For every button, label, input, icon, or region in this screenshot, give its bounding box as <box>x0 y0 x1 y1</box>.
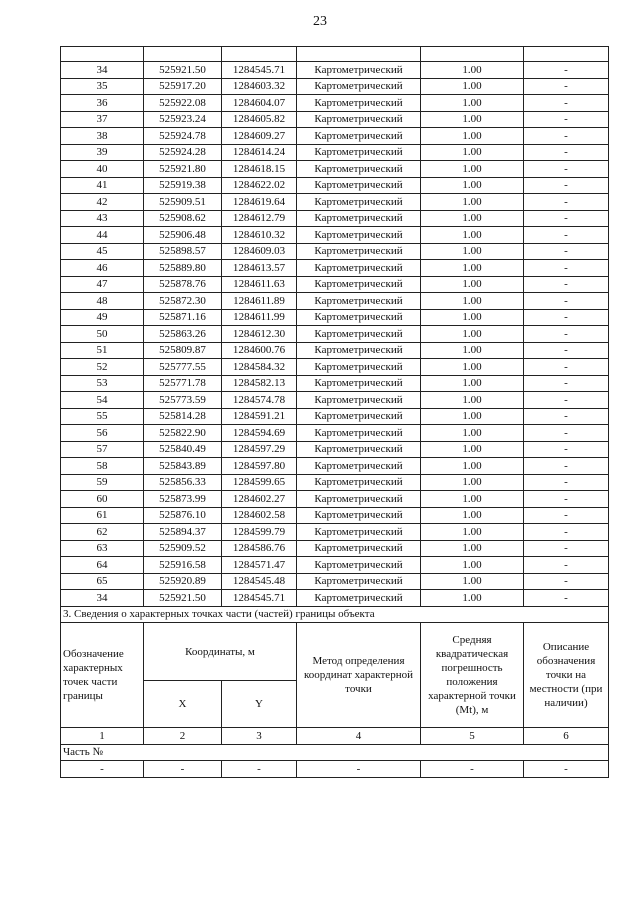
column-number: 2 <box>144 728 222 745</box>
coord-y: 1284618.15 <box>222 161 297 178</box>
coord-y: 1284597.29 <box>222 441 297 458</box>
accuracy: 1.00 <box>421 326 524 343</box>
method: Картометрический <box>297 524 421 541</box>
empty-cell: - <box>524 761 609 778</box>
part-label: Часть № <box>61 744 609 761</box>
accuracy: 1.00 <box>421 111 524 128</box>
description: - <box>524 62 609 79</box>
method: Картометрический <box>297 359 421 376</box>
coord-y: 1284600.76 <box>222 342 297 359</box>
table-row <box>61 524 609 541</box>
blank-cell <box>222 47 297 62</box>
table-row <box>61 425 609 442</box>
blank-cell <box>524 47 609 62</box>
point-number: 59 <box>61 474 144 491</box>
table-row <box>61 161 609 178</box>
coord-x: 525809.87 <box>144 342 222 359</box>
method: Картометрический <box>297 111 421 128</box>
blank-cell <box>61 47 144 62</box>
table-row <box>61 458 609 475</box>
table-row <box>61 491 609 508</box>
point-number: 39 <box>61 144 144 161</box>
method: Картометрический <box>297 293 421 310</box>
coord-y: 1284594.69 <box>222 425 297 442</box>
table-row <box>61 128 609 145</box>
table-row <box>61 392 609 409</box>
table-row <box>61 276 609 293</box>
description: - <box>524 573 609 590</box>
method: Картометрический <box>297 458 421 475</box>
coord-y: 1284604.07 <box>222 95 297 112</box>
point-number: 41 <box>61 177 144 194</box>
table-row <box>61 408 609 425</box>
table-row <box>61 540 609 557</box>
description: - <box>524 474 609 491</box>
description: - <box>524 425 609 442</box>
point-number: 63 <box>61 540 144 557</box>
header-y: Y <box>222 681 297 728</box>
empty-cell: - <box>421 761 524 778</box>
coord-x: 525922.08 <box>144 95 222 112</box>
coord-x: 525873.99 <box>144 491 222 508</box>
accuracy: 1.00 <box>421 342 524 359</box>
table-row <box>61 359 609 376</box>
table-row <box>61 227 609 244</box>
coord-y: 1284610.32 <box>222 227 297 244</box>
accuracy: 1.00 <box>421 557 524 574</box>
accuracy: 1.00 <box>421 62 524 79</box>
method: Картометрический <box>297 425 421 442</box>
description: - <box>524 78 609 95</box>
point-number: 52 <box>61 359 144 376</box>
method: Картометрический <box>297 177 421 194</box>
description: - <box>524 243 609 260</box>
coord-y: 1284545.48 <box>222 573 297 590</box>
coord-x: 525908.62 <box>144 210 222 227</box>
coord-x: 525921.80 <box>144 161 222 178</box>
point-number: 61 <box>61 507 144 524</box>
description: - <box>524 111 609 128</box>
table-row <box>61 326 609 343</box>
point-number: 42 <box>61 194 144 211</box>
points-table-body <box>61 47 609 607</box>
accuracy: 1.00 <box>421 293 524 310</box>
coord-x: 525840.49 <box>144 441 222 458</box>
coord-y: 1284611.89 <box>222 293 297 310</box>
accuracy: 1.00 <box>421 425 524 442</box>
coord-x: 525924.28 <box>144 144 222 161</box>
column-number: 1 <box>61 728 144 745</box>
coord-x: 525898.57 <box>144 243 222 260</box>
coord-x: 525921.50 <box>144 590 222 607</box>
method: Картометрический <box>297 408 421 425</box>
table-row <box>61 573 609 590</box>
table-row <box>61 309 609 326</box>
blank-header-row <box>61 47 609 62</box>
accuracy: 1.00 <box>421 375 524 392</box>
point-number: 44 <box>61 227 144 244</box>
description: - <box>524 342 609 359</box>
coord-x: 525771.78 <box>144 375 222 392</box>
method: Картометрический <box>297 474 421 491</box>
accuracy: 1.00 <box>421 524 524 541</box>
point-number: 37 <box>61 111 144 128</box>
column-number: 3 <box>222 728 297 745</box>
empty-cell: - <box>222 761 297 778</box>
column-number-row <box>61 728 609 745</box>
empty-part-row <box>61 761 609 778</box>
column-number: 5 <box>421 728 524 745</box>
method: Картометрический <box>297 326 421 343</box>
table-row <box>61 474 609 491</box>
coord-y: 1284597.80 <box>222 458 297 475</box>
method: Картометрический <box>297 507 421 524</box>
accuracy: 1.00 <box>421 260 524 277</box>
method: Картометрический <box>297 342 421 359</box>
accuracy: 1.00 <box>421 590 524 607</box>
coord-y: 1284612.30 <box>222 326 297 343</box>
method: Картометрический <box>297 144 421 161</box>
point-number: 64 <box>61 557 144 574</box>
accuracy: 1.00 <box>421 276 524 293</box>
point-number: 43 <box>61 210 144 227</box>
coord-y: 1284584.32 <box>222 359 297 376</box>
coord-y: 1284599.79 <box>222 524 297 541</box>
method: Картометрический <box>297 243 421 260</box>
header-accuracy: Средняя квадратическая погрешность положения характерной точки (Mt), м <box>421 623 524 728</box>
point-number: 36 <box>61 95 144 112</box>
accuracy: 1.00 <box>421 128 524 145</box>
blank-cell <box>144 47 222 62</box>
method: Картометрический <box>297 128 421 145</box>
table-row <box>61 260 609 277</box>
description: - <box>524 524 609 541</box>
coord-x: 525921.50 <box>144 62 222 79</box>
method: Картометрический <box>297 375 421 392</box>
coord-x: 525909.52 <box>144 540 222 557</box>
point-number: 35 <box>61 78 144 95</box>
coord-x: 525917.20 <box>144 78 222 95</box>
description: - <box>524 128 609 145</box>
method: Картометрический <box>297 227 421 244</box>
coord-x: 525814.28 <box>144 408 222 425</box>
coord-x: 525876.10 <box>144 507 222 524</box>
coord-y: 1284599.65 <box>222 474 297 491</box>
coord-x: 525863.26 <box>144 326 222 343</box>
coord-y: 1284586.76 <box>222 540 297 557</box>
method: Картометрический <box>297 573 421 590</box>
point-number: 38 <box>61 128 144 145</box>
coord-x: 525909.51 <box>144 194 222 211</box>
point-number: 46 <box>61 260 144 277</box>
table-row <box>61 62 609 79</box>
accuracy: 1.00 <box>421 507 524 524</box>
description: - <box>524 557 609 574</box>
coord-x: 525916.58 <box>144 557 222 574</box>
coord-x: 525773.59 <box>144 392 222 409</box>
point-number: 49 <box>61 309 144 326</box>
description: - <box>524 507 609 524</box>
point-number: 40 <box>61 161 144 178</box>
description: - <box>524 375 609 392</box>
coord-y: 1284614.24 <box>222 144 297 161</box>
accuracy: 1.00 <box>421 227 524 244</box>
section3-block <box>61 606 609 777</box>
accuracy: 1.00 <box>421 78 524 95</box>
coord-y: 1284574.78 <box>222 392 297 409</box>
description: - <box>524 441 609 458</box>
description: - <box>524 161 609 178</box>
coord-y: 1284545.71 <box>222 62 297 79</box>
method: Картометрический <box>297 590 421 607</box>
description: - <box>524 309 609 326</box>
point-number: 34 <box>61 62 144 79</box>
table-row <box>61 95 609 112</box>
point-number: 54 <box>61 392 144 409</box>
method: Картометрический <box>297 210 421 227</box>
empty-cell: - <box>61 761 144 778</box>
description: - <box>524 227 609 244</box>
header-x: X <box>144 681 222 728</box>
coord-y: 1284602.58 <box>222 507 297 524</box>
accuracy: 1.00 <box>421 392 524 409</box>
method: Картометрический <box>297 309 421 326</box>
header-method: Метод определения координат характерной точки <box>297 623 421 728</box>
accuracy: 1.00 <box>421 210 524 227</box>
coord-x: 525878.76 <box>144 276 222 293</box>
method: Картометрический <box>297 491 421 508</box>
coord-y: 1284612.79 <box>222 210 297 227</box>
coord-x: 525924.78 <box>144 128 222 145</box>
coord-x: 525920.89 <box>144 573 222 590</box>
point-number: 56 <box>61 425 144 442</box>
description: - <box>524 491 609 508</box>
header-coordinates: Координаты, м <box>144 623 297 681</box>
coord-x: 525894.37 <box>144 524 222 541</box>
table-row <box>61 194 609 211</box>
point-number: 48 <box>61 293 144 310</box>
table-row <box>61 144 609 161</box>
coord-y: 1284609.03 <box>222 243 297 260</box>
point-number: 53 <box>61 375 144 392</box>
coord-y: 1284545.71 <box>222 590 297 607</box>
page-number: 23 <box>313 14 327 29</box>
boundary-points-table <box>60 46 609 778</box>
description: - <box>524 590 609 607</box>
part-label-row <box>61 744 609 761</box>
point-number: 51 <box>61 342 144 359</box>
accuracy: 1.00 <box>421 177 524 194</box>
method: Картометрический <box>297 392 421 409</box>
table-row <box>61 293 609 310</box>
coord-y: 1284622.02 <box>222 177 297 194</box>
coord-y: 1284591.21 <box>222 408 297 425</box>
accuracy: 1.00 <box>421 243 524 260</box>
point-number: 47 <box>61 276 144 293</box>
accuracy: 1.00 <box>421 540 524 557</box>
point-number: 57 <box>61 441 144 458</box>
empty-cell: - <box>144 761 222 778</box>
description: - <box>524 260 609 277</box>
method: Картометрический <box>297 276 421 293</box>
accuracy: 1.00 <box>421 194 524 211</box>
description: - <box>524 144 609 161</box>
table-row <box>61 375 609 392</box>
accuracy: 1.00 <box>421 441 524 458</box>
accuracy: 1.00 <box>421 144 524 161</box>
point-number: 60 <box>61 491 144 508</box>
table-row <box>61 441 609 458</box>
table-row <box>61 243 609 260</box>
description: - <box>524 177 609 194</box>
point-number: 58 <box>61 458 144 475</box>
table-row <box>61 342 609 359</box>
point-number: 50 <box>61 326 144 343</box>
point-number: 45 <box>61 243 144 260</box>
method: Картометрический <box>297 540 421 557</box>
blank-cell <box>421 47 524 62</box>
accuracy: 1.00 <box>421 359 524 376</box>
coord-y: 1284602.27 <box>222 491 297 508</box>
coord-y: 1284582.13 <box>222 375 297 392</box>
description: - <box>524 540 609 557</box>
header-designation: Обозначение характерных точек части границы <box>61 623 144 728</box>
coord-x: 525777.55 <box>144 359 222 376</box>
table-row <box>61 557 609 574</box>
description: - <box>524 326 609 343</box>
coord-y: 1284609.27 <box>222 128 297 145</box>
description: - <box>524 392 609 409</box>
table-row <box>61 111 609 128</box>
column-number: 4 <box>297 728 421 745</box>
accuracy: 1.00 <box>421 309 524 326</box>
description: - <box>524 408 609 425</box>
method: Картометрический <box>297 161 421 178</box>
accuracy: 1.00 <box>421 458 524 475</box>
empty-cell: - <box>297 761 421 778</box>
method: Картометрический <box>297 95 421 112</box>
description: - <box>524 359 609 376</box>
table-row <box>61 177 609 194</box>
accuracy: 1.00 <box>421 573 524 590</box>
description: - <box>524 95 609 112</box>
point-number: 65 <box>61 573 144 590</box>
accuracy: 1.00 <box>421 161 524 178</box>
coord-x: 525822.90 <box>144 425 222 442</box>
description: - <box>524 458 609 475</box>
coord-x: 525843.89 <box>144 458 222 475</box>
description: - <box>524 276 609 293</box>
coord-x: 525872.30 <box>144 293 222 310</box>
accuracy: 1.00 <box>421 491 524 508</box>
blank-cell <box>297 47 421 62</box>
column-number: 6 <box>524 728 609 745</box>
method: Картометрический <box>297 441 421 458</box>
coord-y: 1284611.63 <box>222 276 297 293</box>
header-description: Описание обозначения точки на местности (при наличии) <box>524 623 609 728</box>
section3-title-row <box>61 606 609 623</box>
description: - <box>524 194 609 211</box>
method: Картометрический <box>297 260 421 277</box>
description: - <box>524 210 609 227</box>
point-number: 55 <box>61 408 144 425</box>
method: Картометрический <box>297 194 421 211</box>
point-number: 34 <box>61 590 144 607</box>
coord-y: 1284611.99 <box>222 309 297 326</box>
table-row <box>61 210 609 227</box>
coord-y: 1284619.64 <box>222 194 297 211</box>
description: - <box>524 293 609 310</box>
accuracy: 1.00 <box>421 408 524 425</box>
table-row <box>61 590 609 607</box>
accuracy: 1.00 <box>421 474 524 491</box>
table-row <box>61 78 609 95</box>
coord-y: 1284571.47 <box>222 557 297 574</box>
coord-y: 1284603.32 <box>222 78 297 95</box>
method: Картометрический <box>297 78 421 95</box>
coord-x: 525923.24 <box>144 111 222 128</box>
coord-x: 525919.38 <box>144 177 222 194</box>
coord-y: 1284613.57 <box>222 260 297 277</box>
section3-title: 3. Сведения о характерных точках части (частей) границы объекта <box>61 606 609 623</box>
accuracy: 1.00 <box>421 95 524 112</box>
method: Картометрический <box>297 557 421 574</box>
table-row <box>61 507 609 524</box>
method: Картометрический <box>297 62 421 79</box>
coord-x: 525906.48 <box>144 227 222 244</box>
coord-x: 525856.33 <box>144 474 222 491</box>
point-number: 62 <box>61 524 144 541</box>
coord-x: 525871.16 <box>144 309 222 326</box>
section3-header-row <box>61 623 609 681</box>
coord-y: 1284605.82 <box>222 111 297 128</box>
coord-x: 525889.80 <box>144 260 222 277</box>
